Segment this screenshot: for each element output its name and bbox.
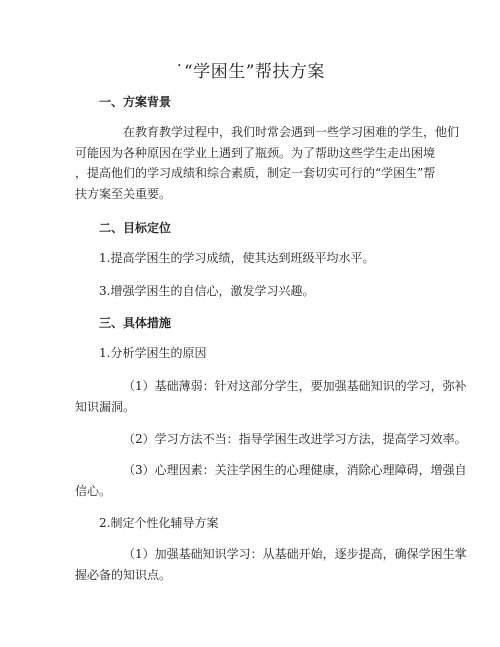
paragraph-line: 3.增强学困生的自信心，激发学习兴趣。 bbox=[99, 284, 315, 298]
paragraph-line: （1）基础薄弱：针对这部分学生，要加强基础知识的学习，弥补 bbox=[123, 379, 467, 393]
measure-item bbox=[75, 544, 467, 585]
paragraph-line: 握必备的知识点。 bbox=[75, 567, 172, 582]
background-paragraph bbox=[75, 122, 460, 204]
paragraph-line: 2.制定个性化辅导方案 bbox=[99, 516, 219, 530]
section-heading-background: 一、方案背景 bbox=[99, 95, 172, 109]
measure-item bbox=[99, 343, 417, 364]
paragraph-line: 可能因为各种原因在学业上遇到了瓶颈。为了帮助这些学生走出困境 bbox=[75, 145, 436, 160]
goal-item bbox=[99, 281, 417, 302]
document-title: ˙“学困生”帮扶方案 bbox=[175, 62, 325, 82]
section-heading-goals: 二、目标定位 bbox=[99, 221, 172, 235]
measure-item bbox=[99, 429, 467, 450]
goal-item bbox=[99, 248, 417, 269]
measure-item bbox=[99, 513, 417, 534]
paragraph-line: 在教育教学过程中，我们时常会遇到一些学习困难的学生，他们 bbox=[123, 125, 460, 139]
paragraph-line: 1.分析学困生的原因 bbox=[99, 346, 207, 360]
measure-item bbox=[75, 376, 467, 417]
paragraph-line: 信心。 bbox=[75, 483, 112, 498]
paragraph-line: 知识漏洞。 bbox=[75, 399, 136, 414]
paragraph-line: （2）学习方法不当：指导学困生改进学习方法，提高学习效率。 bbox=[123, 432, 467, 446]
paragraph-line: 扶方案至关重要。 bbox=[75, 186, 172, 201]
paragraph-line: 1.提高学困生的学习成绩，使其达到班级平均水平。 bbox=[99, 251, 375, 265]
paragraph-line: （1）加强基础知识学习：从基础开始，逐步提高，确保学困生掌 bbox=[123, 547, 467, 561]
paragraph-line: （3）心理因素：关注学困生的心理健康，消除心理障碍，增强自 bbox=[123, 463, 467, 477]
section-heading-measures: 三、具体措施 bbox=[99, 316, 172, 330]
paragraph-line: ，提高他们的学习成绩和综合素质，制定一套切实可行的“学困生”帮 bbox=[75, 166, 436, 180]
measure-item bbox=[75, 460, 467, 501]
